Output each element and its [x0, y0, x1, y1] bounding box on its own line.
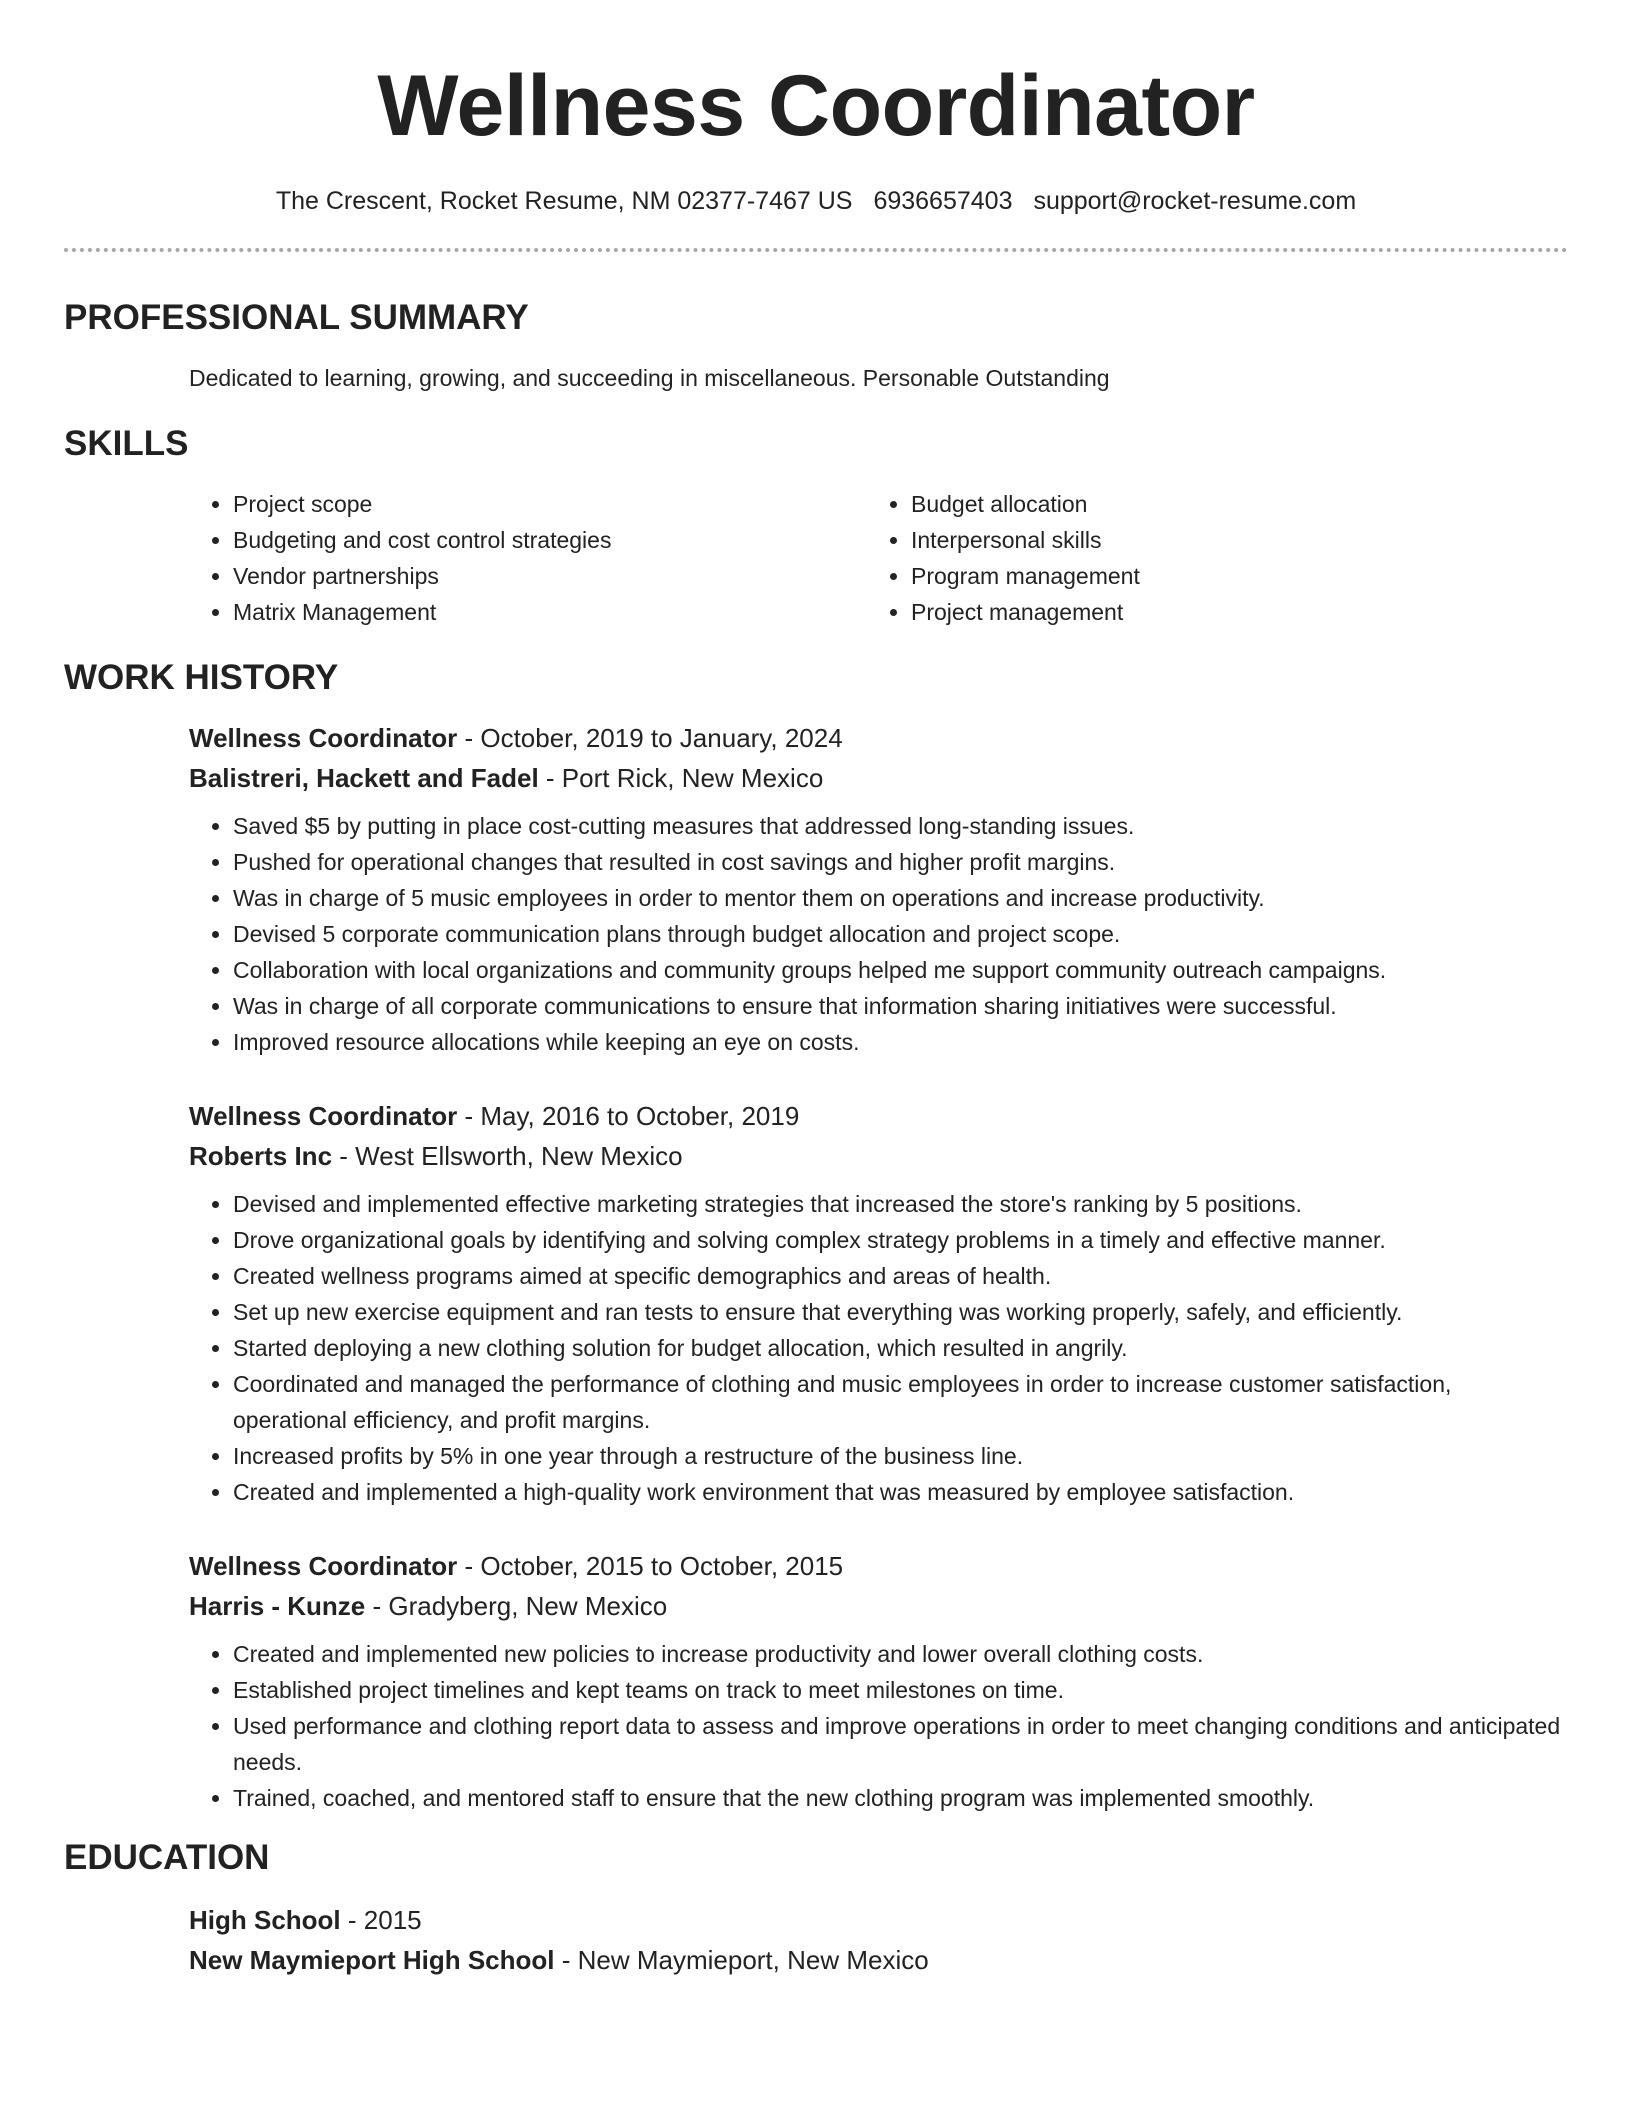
skill-item: • Budget allocation	[911, 486, 1545, 522]
job-bullet: • Was in charge of 5 music employees in order to mentor them on operations and increase productivity.	[233, 880, 1568, 916]
skill-item: • Matrix Management	[233, 594, 867, 630]
section-title-skills: SKILLS	[64, 424, 189, 463]
job-bullet: • Devised and implemented effective marketing strategies that increased the store's ranking by 5 positions.	[233, 1186, 1568, 1222]
job-title-line	[189, 718, 1568, 758]
header-divider	[64, 248, 1568, 252]
education-year: - 2015	[340, 1905, 422, 1935]
job-bullets	[189, 1636, 1568, 1816]
job-bullet: • Saved $5 by putting in place cost-cutting measures that addressed long-standing issues.	[233, 808, 1568, 844]
job-title: Wellness Coordinator	[189, 1551, 458, 1581]
job-bullet: • Established project timelines and kept teams on track to meet milestones on time.	[233, 1672, 1568, 1708]
resume-name: Wellness Coordinator	[377, 58, 1255, 154]
skill-item: • Interpersonal skills	[911, 522, 1545, 558]
job-bullet: • Drove organizational goals by identifying and solving complex strategy problems in a timely and effective manner.	[233, 1222, 1568, 1258]
job-company-line	[189, 1136, 1568, 1176]
job-company-line	[189, 758, 1568, 798]
contact-phone: 6936657403	[873, 187, 1013, 215]
job-location: - Port Rick, New Mexico	[538, 763, 824, 793]
summary-text: Dedicated to learning, growing, and succeeding in miscellaneous. Personable Outstanding	[189, 365, 1110, 391]
job-dates: - May, 2016 to October, 2019	[457, 1101, 800, 1131]
job-title-line	[189, 1546, 1568, 1586]
job-location: - Gradyberg, New Mexico	[365, 1591, 668, 1621]
skills-column-left	[189, 486, 867, 630]
education-degree-line	[189, 1900, 1568, 1940]
skill-item: • Vendor partnerships	[233, 558, 867, 594]
section-title-education: EDUCATION	[64, 1838, 270, 1877]
job-bullet: • Started deploying a new clothing solution for budget allocation, which resulted in angrily.	[233, 1330, 1568, 1366]
job-company-line	[189, 1586, 1568, 1626]
job-bullets	[189, 1186, 1568, 1510]
job-bullet: • Used performance and clothing report data to assess and improve operations in order to meet changing conditions and anticipated needs.	[233, 1708, 1568, 1780]
job-bullet: • Set up new exercise equipment and ran tests to ensure that everything was working properly, safely, and efficiently.	[233, 1294, 1568, 1330]
skill-item: • Project scope	[233, 486, 867, 522]
job-title-line	[189, 1096, 1568, 1136]
education-location: - New Maymieport, New Mexico	[554, 1945, 929, 1975]
job-title: Wellness Coordinator	[189, 723, 458, 753]
skill-item: • Budgeting and cost control strategies	[233, 522, 867, 558]
job-company: Roberts Inc	[189, 1141, 333, 1171]
job-dates: - October, 2019 to January, 2024	[457, 723, 843, 753]
skill-item: • Project management	[911, 594, 1545, 630]
job-bullet: • Devised 5 corporate communication plans through budget allocation and project scope.	[233, 916, 1568, 952]
contact-email: support@rocket-resume.com	[1033, 187, 1357, 215]
job-company: Balistreri, Hackett and Fadel	[189, 763, 539, 793]
skill-item: • Program management	[911, 558, 1545, 594]
job-bullet: • Created and implemented new policies to increase productivity and lower overall clothing costs.	[233, 1636, 1568, 1672]
education-school: New Maymieport High School	[189, 1945, 555, 1975]
job-title: Wellness Coordinator	[189, 1101, 458, 1131]
job-bullet: • Was in charge of all corporate communications to ensure that information sharing initiatives were successful.	[233, 988, 1568, 1024]
job-bullet: • Collaboration with local organizations and community groups helped me support community outreach campaigns.	[233, 952, 1568, 988]
job-dates: - October, 2015 to October, 2015	[457, 1551, 844, 1581]
job-bullet: • Improved resource allocations while keeping an eye on costs.	[233, 1024, 1568, 1060]
job-bullets	[189, 808, 1568, 1060]
job-bullet: • Coordinated and managed the performance of clothing and music employees in order to increase customer satisfaction, operational efficiency, and profit margins.	[233, 1366, 1568, 1438]
job-entry	[189, 1546, 1568, 1816]
section-title-summary: PROFESSIONAL SUMMARY	[64, 298, 529, 337]
job-bullet: • Pushed for operational changes that resulted in cost savings and higher profit margins.	[233, 844, 1568, 880]
skills-column-right	[867, 486, 1545, 630]
education-school-line	[189, 1940, 1568, 1980]
job-location: - West Ellsworth, New Mexico	[332, 1141, 683, 1171]
job-bullet: • Created wellness programs aimed at specific demographics and areas of health.	[233, 1258, 1568, 1294]
job-bullet: • Created and implemented a high-quality work environment that was measured by employee satisfaction.	[233, 1474, 1568, 1510]
contact-address: The Crescent, Rocket Resume, NM 02377-7467 US	[275, 187, 853, 215]
job-bullet: • Increased profits by 5% in one year through a restructure of the business line.	[233, 1438, 1568, 1474]
job-company: Harris - Kunze	[189, 1591, 366, 1621]
education-entry	[189, 1900, 1568, 1980]
job-entry	[189, 1096, 1568, 1510]
education-degree: High School	[189, 1905, 341, 1935]
skills-list	[189, 486, 1568, 630]
contact-info	[64, 184, 1568, 218]
job-entry	[189, 718, 1568, 1060]
job-bullet: • Trained, coached, and mentored staff to ensure that the new clothing program was implemented smoothly.	[233, 1780, 1568, 1816]
section-title-work-history: WORK HISTORY	[64, 658, 339, 697]
